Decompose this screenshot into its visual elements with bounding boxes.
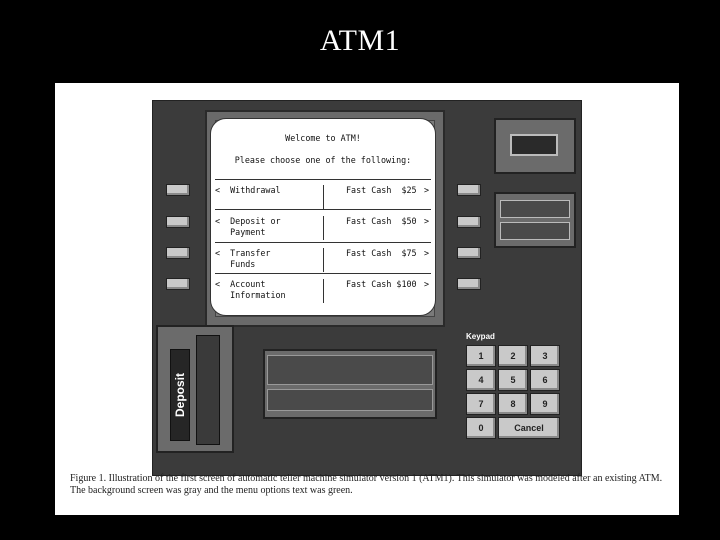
key-0[interactable]: 0 (466, 417, 496, 439)
deposit-label (170, 349, 190, 441)
deposit-slot-area[interactable] (156, 325, 234, 453)
card-slot[interactable] (494, 118, 576, 174)
left-side-button-3[interactable] (166, 247, 190, 259)
left-side-button-4[interactable] (166, 278, 190, 290)
figure (55, 83, 679, 515)
option-right-label: Fast Cash $50 (346, 216, 417, 226)
option-separator (323, 279, 324, 303)
cancel-button[interactable]: Cancel (498, 417, 560, 439)
right-side-button-3[interactable] (457, 247, 481, 259)
screen-divider (215, 179, 431, 180)
key-9[interactable]: 9 (530, 393, 560, 415)
cash-dispenser[interactable] (263, 349, 437, 419)
right-side-button-2[interactable] (457, 216, 481, 228)
chevron-right-icon: > (423, 185, 429, 195)
keypad-title: Keypad (466, 332, 495, 341)
chevron-right-icon: > (423, 248, 429, 258)
dispenser-tray (267, 389, 433, 411)
menu-option-account[interactable] (211, 279, 435, 309)
key-1[interactable]: 1 (466, 345, 496, 367)
left-side-button-1[interactable] (166, 184, 190, 196)
menu-option-withdrawal[interactable] (211, 185, 435, 215)
slide-title: ATM1 (319, 24, 401, 57)
deposit-slot[interactable] (196, 335, 220, 445)
screen-divider (215, 273, 431, 274)
keypad (464, 332, 562, 443)
option-separator (323, 185, 324, 209)
receipt-slot-bar (500, 222, 570, 240)
screen-divider (215, 242, 431, 243)
key-5[interactable]: 5 (498, 369, 528, 391)
screen-title: Welcome to ATM! (285, 133, 361, 143)
key-4[interactable]: 4 (466, 369, 496, 391)
card-slot-opening (510, 134, 558, 156)
key-2[interactable]: 2 (498, 345, 528, 367)
receipt-slot-bar (500, 200, 570, 218)
option-left-label: < Withdrawal (215, 185, 281, 195)
option-right-label: Fast Cash $25 (346, 185, 417, 195)
receipt-slot[interactable] (494, 192, 576, 248)
option-right-label: Fast Cash $100 (346, 279, 417, 289)
right-side-button-1[interactable] (457, 184, 481, 196)
key-7[interactable]: 7 (466, 393, 496, 415)
deposit-label-text: Deposit (173, 372, 187, 418)
dispenser-opening (267, 355, 433, 385)
option-left-label: < Deposit or Payment (215, 216, 281, 237)
right-side-button-4[interactable] (457, 278, 481, 290)
chevron-right-icon: > (423, 216, 429, 226)
option-separator (323, 248, 324, 272)
atm-screen (210, 118, 436, 316)
option-left-label: < Account Information (215, 279, 286, 300)
key-8[interactable]: 8 (498, 393, 528, 415)
option-left-label: < Transfer Funds (215, 248, 271, 269)
option-right-label: Fast Cash $75 (346, 248, 417, 258)
screen-divider (215, 209, 431, 210)
chevron-right-icon: > (423, 279, 429, 289)
atm-panel (152, 100, 582, 476)
key-3[interactable]: 3 (530, 345, 560, 367)
left-side-button-2[interactable] (166, 216, 190, 228)
key-6[interactable]: 6 (530, 369, 560, 391)
figure-caption: Figure 1. Illustration of the first screen of automatic teller machine simulator version 1 (ATM1). This simulator was modeled after an existing ATM. The background screen was gray and the menu options text was green. (70, 473, 663, 496)
screen-subtitle: Please choose one of the following: (234, 155, 412, 165)
option-separator (323, 216, 324, 240)
